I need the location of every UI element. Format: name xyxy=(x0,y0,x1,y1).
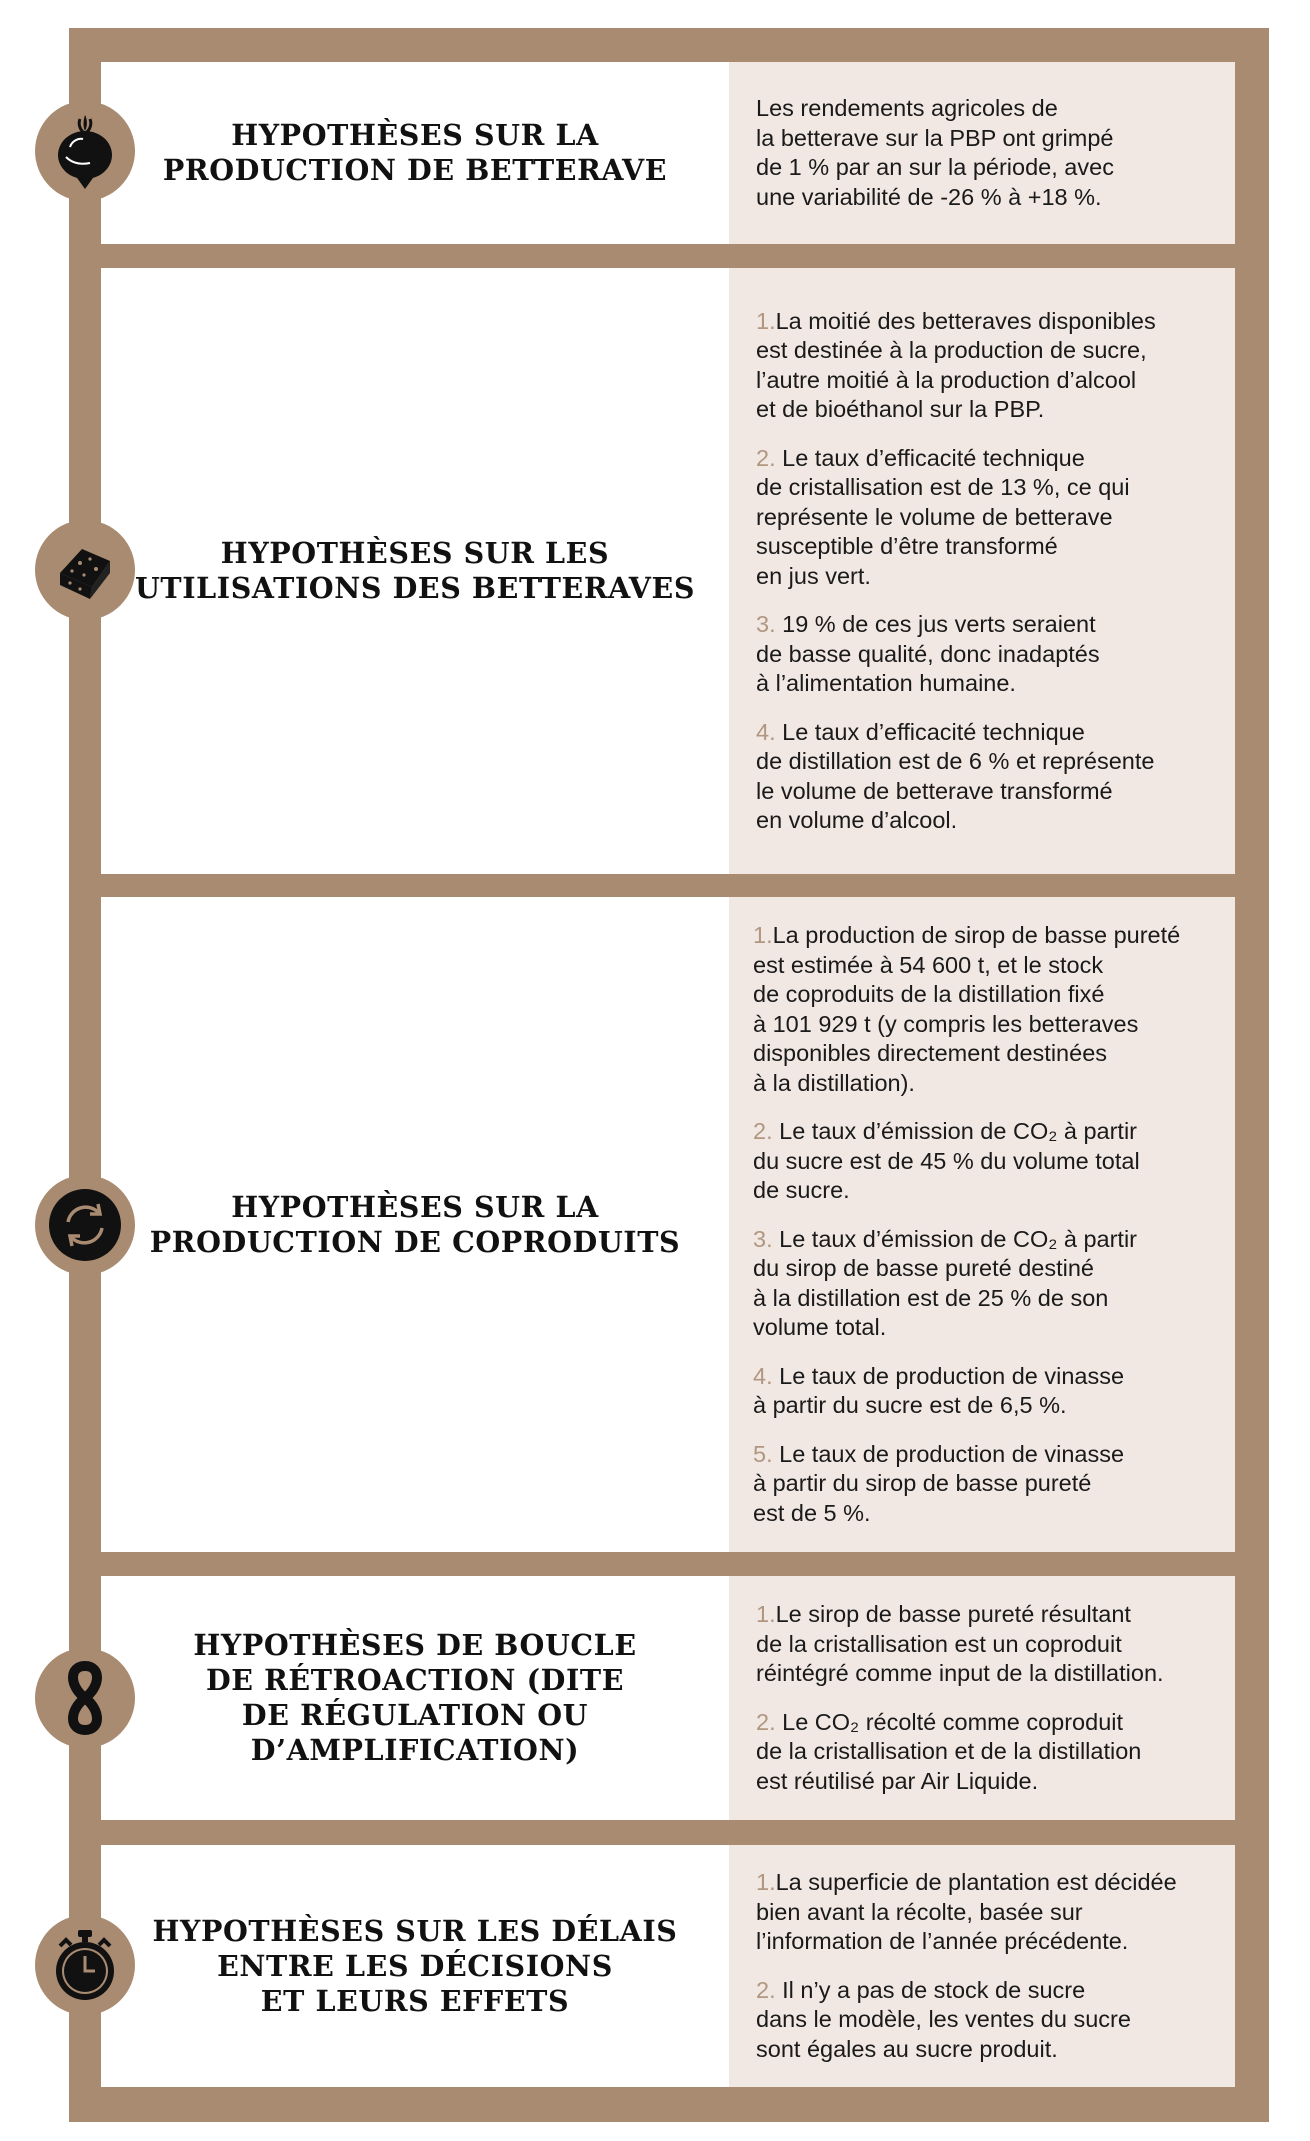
text-line: en jus vert. xyxy=(756,562,871,589)
section-text-box xyxy=(729,1576,1235,1820)
section-boucle xyxy=(101,1576,1235,1820)
text-span: Le CO₂ récolté comme coproduit xyxy=(775,1708,1124,1735)
numbered-item xyxy=(753,1440,1235,1529)
text-line: du sucre est de 45 % du volume total xyxy=(753,1147,1140,1174)
section-text-box xyxy=(729,62,1235,244)
text-span: Le taux de production de vinasse xyxy=(772,1440,1125,1467)
text-line: de 1 % par an sur la période, avec xyxy=(756,154,1114,180)
section-delais xyxy=(101,1845,1235,2087)
text-line: à l’alimentation humaine. xyxy=(756,670,1016,696)
item-number: 2. xyxy=(756,444,776,471)
text-line: est réutilisé par Air Liquide. xyxy=(756,1767,1039,1794)
stopwatch-icon xyxy=(50,1928,120,2002)
title-line: HYPOTHÈSES SUR LES DÉLAIS xyxy=(152,1913,678,1948)
text-line: de distillation est de 6 % et représente xyxy=(756,748,1155,774)
text-span: Le taux d’émission de CO₂ à partir xyxy=(772,1225,1138,1252)
text-line: volume total. xyxy=(753,1314,887,1340)
title-line: DE RÉTROACTION (DITE xyxy=(205,1663,625,1697)
section-title xyxy=(152,1914,677,2019)
text-line: en volume d’alcool. xyxy=(756,807,958,833)
section-title-box xyxy=(101,897,729,1552)
text-line xyxy=(753,1362,1235,1392)
text-line: et de bioéthanol sur la PBP. xyxy=(756,396,1045,422)
loop-icon xyxy=(55,1658,115,1738)
recycle-arrows-icon-badge xyxy=(35,1175,135,1275)
loop-icon-badge xyxy=(35,1648,135,1748)
item-number: 1. xyxy=(756,1601,776,1627)
text-span: La moitié des betteraves disponibles xyxy=(775,307,1156,334)
title-line: D’AMPLIFICATION) xyxy=(250,1733,580,1767)
text-line: le volume de betterave transformé xyxy=(756,777,1113,804)
text-line: de basse qualité, donc inadaptés xyxy=(756,640,1100,667)
text-line: de coproduits de la distillation fixé xyxy=(753,981,1105,1007)
text-span: Le taux d’efficacité technique xyxy=(775,444,1085,471)
text-line: susceptible d’être transformé xyxy=(756,533,1058,559)
text-line: dans le modèle, les ventes du sucre xyxy=(756,2006,1131,2032)
numbered-item xyxy=(756,307,1235,425)
item-number: 5. xyxy=(753,1440,773,1467)
section-text-box xyxy=(729,268,1235,874)
text-line xyxy=(753,1440,1235,1470)
title-line: HYPOTHÈSES SUR LA xyxy=(231,118,599,152)
text-line: à 101 929 t (y compris les betteraves xyxy=(753,1010,1139,1037)
title-line: UTILISATIONS DES BETTERAVES xyxy=(134,571,696,605)
text-line: représente le volume de betterave xyxy=(756,503,1113,530)
beet-icon-badge xyxy=(35,101,135,201)
text-line xyxy=(756,1708,1235,1738)
text-span: Il n’y a pas de stock de sucre xyxy=(775,1976,1086,2003)
text-line xyxy=(756,718,1235,748)
stopwatch-icon-badge xyxy=(35,1915,135,2015)
text-line: la betterave sur la PBP ont grimpé xyxy=(756,124,1114,151)
title-line: HYPOTHÈSES SUR LA xyxy=(231,1189,599,1224)
section-betterave xyxy=(101,62,1235,244)
text-span: Le sirop de basse pureté résultant xyxy=(775,1601,1131,1627)
section-text-box xyxy=(729,897,1235,1552)
numbered-item xyxy=(756,1600,1235,1689)
numbered-item xyxy=(756,444,1235,592)
item-number: 1. xyxy=(756,307,776,334)
text-line xyxy=(756,444,1235,474)
title-line: HYPOTHÈSES DE BOUCLE xyxy=(193,1628,637,1662)
numbered-item xyxy=(753,1117,1235,1206)
numbered-item xyxy=(756,1708,1235,1797)
numbered-item xyxy=(756,718,1235,836)
title-line: PRODUCTION DE COPRODUITS xyxy=(149,1224,681,1259)
text-line xyxy=(756,1600,1235,1630)
section-utilisations xyxy=(101,268,1235,874)
text-line: sont égales au sucre produit. xyxy=(756,2035,1058,2062)
text-line: réintégré comme input de la distillation. xyxy=(756,1660,1164,1686)
title-line: DE RÉGULATION OU xyxy=(241,1698,589,1732)
text-line: de sucre. xyxy=(753,1177,850,1203)
beet-icon xyxy=(50,111,120,191)
title-line: ET LEURS EFFETS xyxy=(260,1983,570,2018)
section-title xyxy=(193,1628,636,1768)
numbered-item xyxy=(753,1225,1235,1343)
section-title xyxy=(135,536,695,606)
text-line: est estimée à 54 600 t, et le stock xyxy=(753,951,1104,978)
title-line: PRODUCTION DE BETTERAVE xyxy=(162,153,668,187)
text-span: La production de sirop de basse pureté xyxy=(772,922,1181,948)
section-title xyxy=(150,1190,680,1260)
text-line xyxy=(753,1117,1235,1147)
title-line: ENTRE LES DÉCISIONS xyxy=(217,1948,613,1983)
text-line: disponibles directement destinées xyxy=(753,1040,1108,1066)
section-title-box xyxy=(101,62,729,244)
text-line: du sirop de basse pureté destiné xyxy=(753,1255,1094,1281)
text-line: de la cristallisation et de la distillation xyxy=(756,1738,1142,1764)
text-line: est destinée à la production de sucre, xyxy=(756,337,1147,363)
text-line: à la distillation est de 25 % de son xyxy=(753,1284,1109,1311)
text-line: de la cristallisation est un coproduit xyxy=(756,1630,1122,1657)
text-line xyxy=(753,921,1235,951)
text-span: Le taux de production de vinasse xyxy=(772,1362,1125,1389)
numbered-item xyxy=(756,1868,1235,1957)
sugar-cube-icon xyxy=(52,537,118,603)
text-line: à partir du sucre est de 6,5 %. xyxy=(753,1392,1067,1418)
text-line: l’information de l’année précédente. xyxy=(756,1928,1129,1954)
item-number: 1. xyxy=(753,922,773,948)
text-line: est de 5 %. xyxy=(753,1499,871,1526)
item-number: 2. xyxy=(753,1118,773,1144)
text-line: de cristallisation est de 13 %, ce qui xyxy=(756,474,1130,500)
section-title-box xyxy=(101,268,729,874)
text-line xyxy=(756,307,1235,337)
text-line xyxy=(756,1976,1235,2006)
text-line: l’autre moitié à la production d’alcool xyxy=(756,366,1137,393)
item-number: 3. xyxy=(753,1225,773,1252)
title-line: HYPOTHÈSES SUR LES xyxy=(220,536,610,570)
numbered-item xyxy=(753,1362,1235,1421)
text-line xyxy=(756,610,1235,640)
text-span: 19 % de ces jus verts seraient xyxy=(775,611,1096,637)
numbered-item xyxy=(753,921,1235,1098)
item-number: 4. xyxy=(756,718,776,745)
text-line: une variabilité de -26 % à +18 %. xyxy=(756,183,1102,210)
item-number: 4. xyxy=(753,1362,773,1389)
paragraph xyxy=(756,94,1235,212)
text-line xyxy=(756,1868,1235,1898)
section-coproduits xyxy=(101,897,1235,1552)
item-number: 2. xyxy=(756,1708,776,1735)
text-span: Le taux d’efficacité technique xyxy=(775,718,1085,745)
numbered-item xyxy=(756,610,1235,699)
text-span: La superficie de plantation est décidée xyxy=(775,1869,1177,1895)
text-line: bien avant la récolte, basée sur xyxy=(756,1898,1083,1925)
text-line: à partir du sirop de basse pureté xyxy=(753,1470,1092,1496)
item-number: 2. xyxy=(756,1976,776,2003)
text-span: Le taux d’émission de CO₂ à partir xyxy=(772,1118,1138,1144)
sugar-cube-icon-badge xyxy=(35,520,135,620)
text-line xyxy=(753,1225,1235,1255)
item-number: 3. xyxy=(756,611,776,637)
numbered-item xyxy=(756,1976,1235,2065)
text-line: à la distillation). xyxy=(753,1069,915,1096)
section-title-box xyxy=(101,1576,729,1820)
section-title-box xyxy=(101,1845,729,2087)
recycle-arrows-icon xyxy=(46,1186,124,1264)
item-number: 1. xyxy=(756,1869,776,1895)
section-title xyxy=(163,118,667,188)
text-line: Les rendements agricoles de xyxy=(756,95,1058,121)
section-text-box xyxy=(729,1845,1235,2087)
